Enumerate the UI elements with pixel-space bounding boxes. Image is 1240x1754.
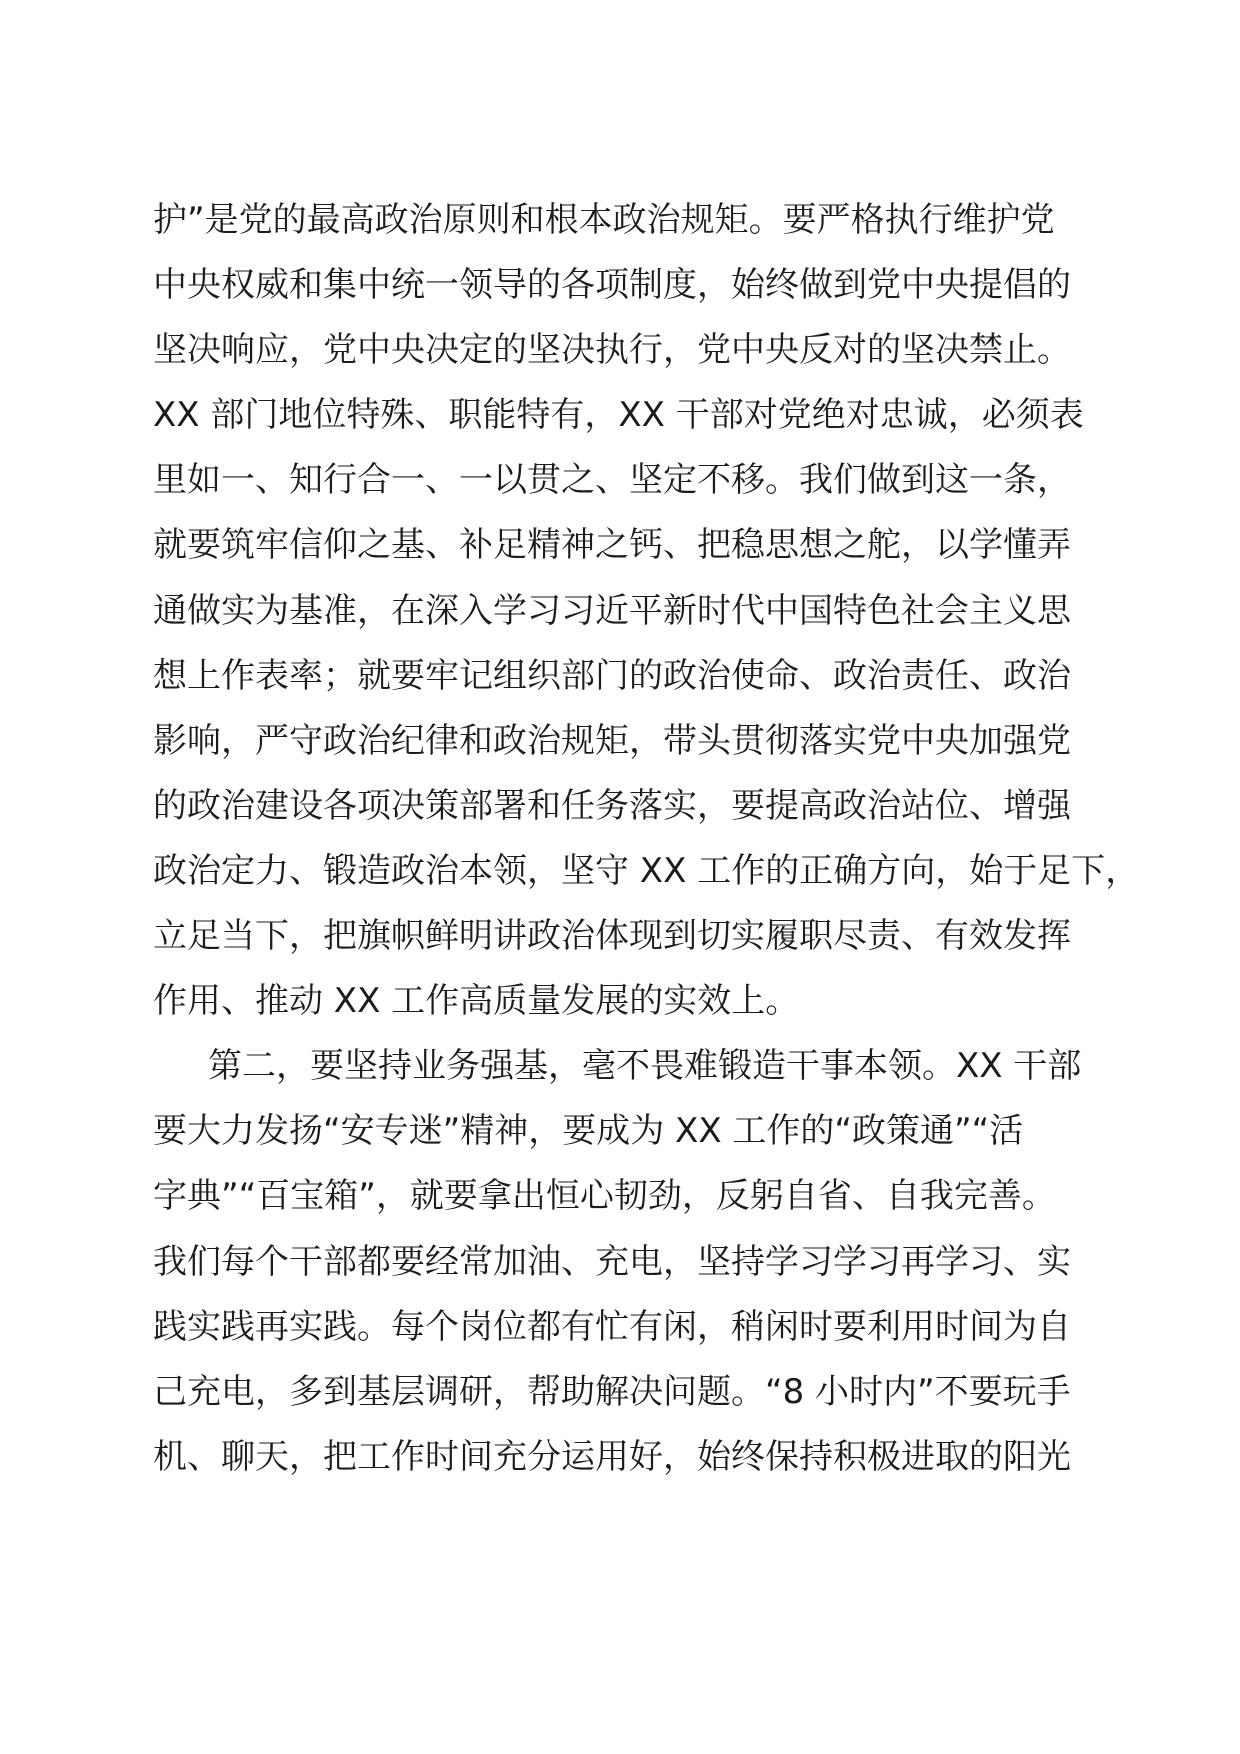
text-line: 护”是党的最高政治原则和根本政治规矩。要严格执行维护党 xyxy=(153,200,1055,240)
text-line: 就要筑牢信仰之基、补足精神之钙、把稳思想之舵，以学懂弄 xyxy=(153,525,1071,566)
body-text xyxy=(153,188,1140,1490)
text-line: 政治定力、锻造政治本领，坚守 XX 工作的正确方向，始于足下， xyxy=(153,850,1140,891)
text-line: 要大力发扬“安专迷”精神，要成为 XX 工作的“政策通”“活 xyxy=(153,1111,1024,1152)
text-line: 中央权威和集中统一领导的各项制度，始终做到党中央提倡的 xyxy=(153,265,1071,306)
text-line: 作用、推动 XX 工作高质量发展的实效上。 xyxy=(153,981,800,1022)
text-line: 立足当下，把旗帜鲜明讲政治体现到切实履职尽责、有效发挥 xyxy=(153,916,1071,957)
text-line: 的政治建设各项决策部署和任务落实，要提高政治站位、增强 xyxy=(153,785,1071,826)
text-line: XX 部门地位特殊、职能特有，XX 干部对党绝对忠诚，必须表 xyxy=(153,395,1084,436)
paragraph-start-line: 第二，要坚持业务强基，毫不畏难锻造干事本领。XX 干部 xyxy=(208,1046,1082,1087)
text-line: 己充电，多到基层调研，帮助解决问题。“8 小时内”不要玩手 xyxy=(153,1371,1071,1412)
text-line: 想上作表率；就要牢记组织部门的政治使命、政治责任、政治 xyxy=(153,655,1071,696)
text-line: 践实践再实践。每个岗位都有忙有闲，稍闲时要利用时间为自 xyxy=(153,1306,1071,1347)
text-line: 里如一、知行合一、一以贯之、坚定不移。我们做到这一条， xyxy=(153,460,1071,501)
text-line: 字典”“百宝箱”，就要拿出恒心韧劲，反躬自省、自我完善。 xyxy=(153,1176,1056,1217)
text-line: 坚决响应，党中央决定的坚决执行，党中央反对的坚决禁止。 xyxy=(153,330,1071,371)
text-line: 通做实为基准，在深入学习习近平新时代中国特色社会主义思 xyxy=(153,590,1071,631)
text-line: 我们每个干部都要经常加油、充电，坚持学习学习再学习、实 xyxy=(153,1241,1071,1282)
text-line: 机、聊天，把工作时间充分运用好，始终保持积极进取的阳光 xyxy=(153,1436,1071,1477)
text-line: 影响，严守政治纪律和政治规矩，带头贯彻落实党中央加强党 xyxy=(153,720,1071,761)
